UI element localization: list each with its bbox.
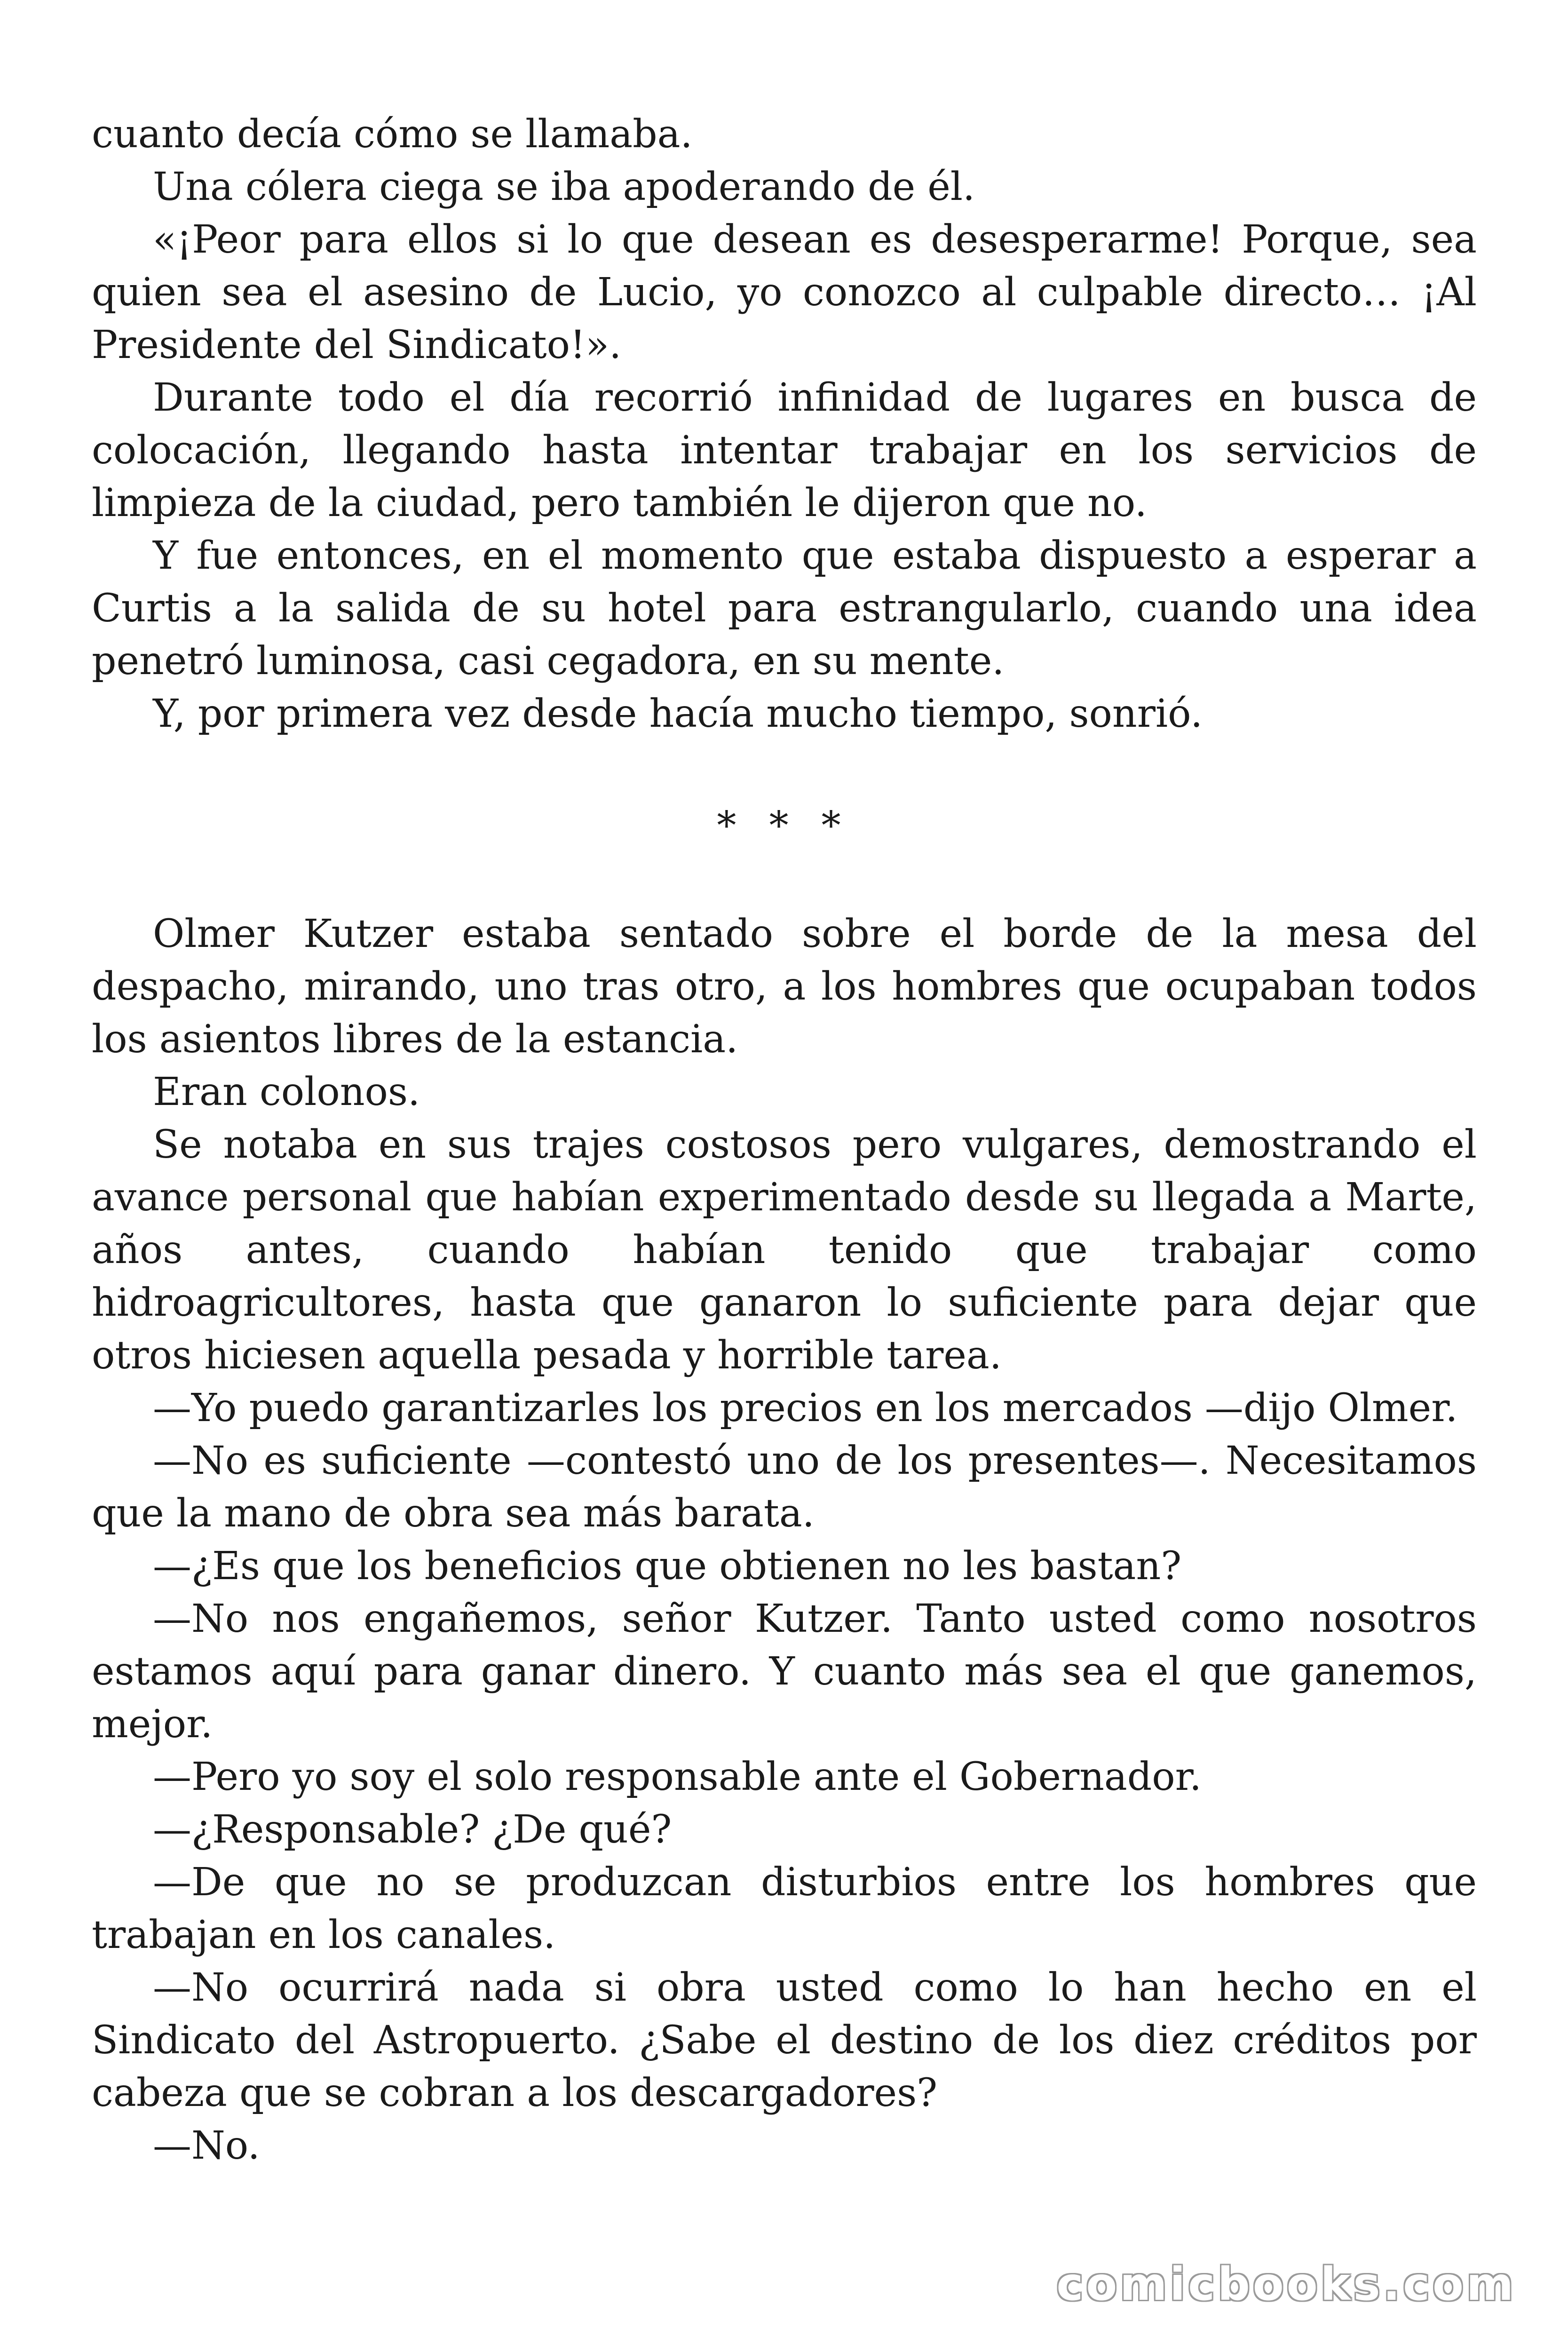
watermark-logo: comicbooks.com: [1056, 2258, 1516, 2311]
section-separator: * * *: [717, 803, 851, 848]
paragraph: «¡Peor para ellos si lo que desean es desesperarme! Porque, sea quien sea el asesino de Lucio, yo conozco al culpable directo… ¡Al Presidente del Sindicato!».: [92, 217, 1477, 367]
paragraph: —Yo puedo garantizarles los precios en los mercados —dijo Olmer.: [153, 1386, 1458, 1430]
text-section-bottom: [92, 908, 1477, 2172]
paragraph: Una cólera ciega se iba apoderando de él.: [153, 165, 975, 209]
text-section-top: [92, 108, 1477, 740]
paragraph: —No es suficiente —contestó uno de los presentes—. Necesitamos que la mano de obra sea más barata.: [92, 1438, 1477, 1536]
paragraph: Se notaba en sus trajes costosos pero vulgares, demostrando el avance personal que habían experimentado desde su llegada a Marte, años antes, cuando habían tenido que trabajar como hidroagricultores, hasta que ganaron lo suficiente para dejar que otros hiciesen aquella pesada y horrible tarea.: [92, 1122, 1477, 1378]
paragraph: —¿Responsable? ¿De qué?: [153, 1807, 672, 1852]
paragraph: Durante todo el día recorrió infinidad de lugares en busca de colocación, llegando hasta intentar trabajar en los servicios de limpieza de la ciudad, pero también le dijeron que no.: [92, 375, 1477, 525]
paragraph: Olmer Kutzer estaba sentado sobre el borde de la mesa del despacho, mirando, uno tras otro, a los hombres que ocupaban todos los asientos libres de la estancia.: [92, 912, 1477, 1062]
paragraph: Y fue entonces, en el momento que estaba dispuesto a esperar a Curtis a la salida de su hotel para estrangularlo, cuando una idea penetró luminosa, casi cegadora, en su mente.: [92, 533, 1477, 683]
paragraph: —No nos engañemos, señor Kutzer. Tanto usted como nosotros estamos aquí para ganar dinero. Y cuanto más sea el que ganemos, mejor.: [92, 1597, 1477, 1747]
paragraph: —No.: [153, 2123, 260, 2168]
paragraph: —De que no se produzcan disturbios entre los hombres que trabajan en los canales.: [92, 1860, 1477, 1957]
paragraph: —No ocurrirá nada si obra usted como lo han hecho en el Sindicato del Astropuerto. ¿Sabe el destino de los diez créditos por cabeza que se cobran a los descargadores?: [92, 1965, 1477, 2115]
paragraph: —Pero yo soy el solo responsable ante el Gobernador.: [153, 1755, 1202, 1799]
paragraph: Eran colonos.: [153, 1070, 420, 1114]
paragraph: —¿Es que los beneficios que obtienen no les bastan?: [153, 1544, 1182, 1589]
paragraph: Y, por primera vez desde hacía mucho tiempo, sonrió.: [153, 691, 1203, 736]
paragraph: cuanto decía cómo se llamaba.: [92, 112, 693, 157]
